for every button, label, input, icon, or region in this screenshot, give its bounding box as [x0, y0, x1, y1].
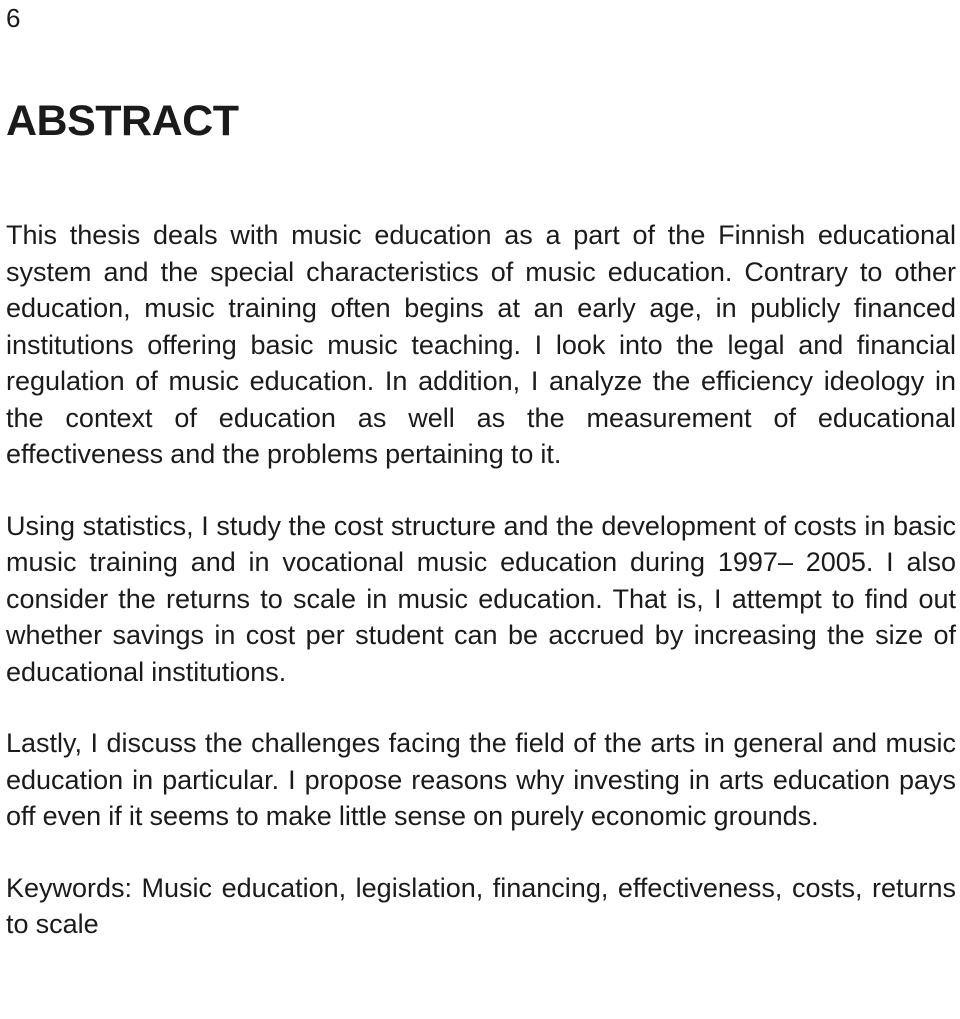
page-number: 6 — [6, 3, 21, 33]
abstract-paragraph-3: Lastly, I discuss the challenges facing the field of the arts in general and music education in particular. I propose reasons why investing in arts education pays off even if it seems to make little sense on purely economic grounds. — [6, 728, 956, 831]
keywords: Keywords: Music education, legislation, financing, effectiveness, costs, returns to scale — [6, 872, 956, 939]
page-title: ABSTRACT — [6, 97, 239, 145]
abstract-paragraph-1: This thesis deals with music education as a part of the Finnish educational system and the special characteristics of music education. Contrary to other education, music training often begins at an early age, in publicly financed institutions offering basic music teaching. I look into the legal and financial regulation of music education. In addition, I analyze the efficiency ideology in the context of education as well as the measurement of educational effectiveness and the problems pertaining to it. — [6, 220, 956, 469]
abstract-body — [6, 217, 956, 943]
abstract-paragraph-2: Using statistics, I study the cost structure and the development of costs in basic music training and in vocational music education during 1997– 2005. I also consider the returns to scale in music education. That is, I attempt to find out whether savings in cost per student can be accrued by increasing the size of educational institutions. — [6, 510, 956, 687]
